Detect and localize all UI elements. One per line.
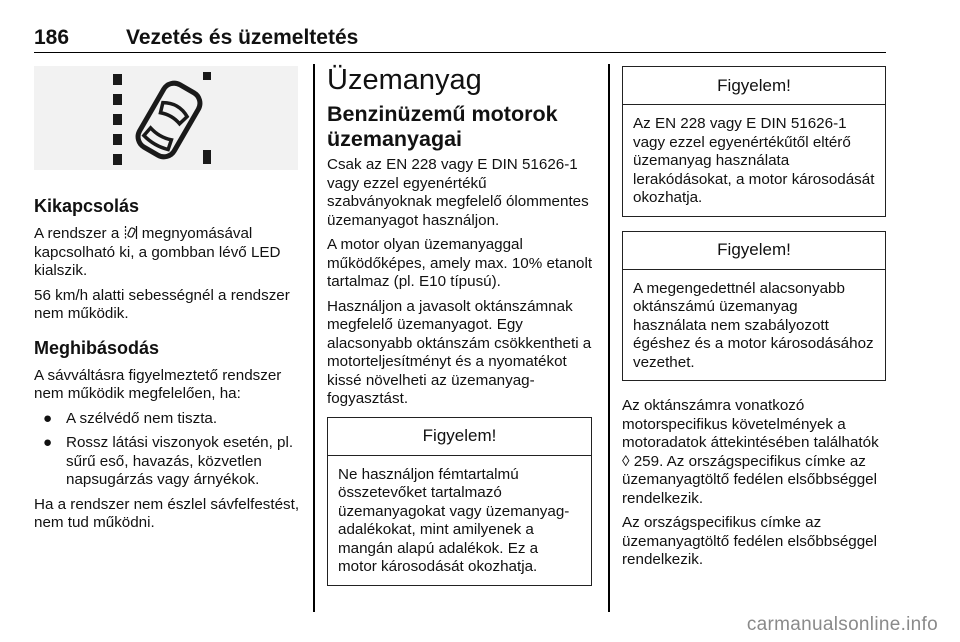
ethanol-text: A motor olyan üzemanyaggal működőképes, amely max. 10% etanolt tartalmaz (pl. E10 típusú). bbox=[327, 236, 593, 290]
lane-departure-warning-icon bbox=[111, 70, 221, 166]
no-markings-text: Ha a rendszer nem észlel sávfelfestést, nem tud működni. bbox=[34, 495, 300, 531]
warning-title: Figyelem! bbox=[623, 232, 885, 270]
list-item: ● Rossz látási viszonyok esetén, pl. sűrű eső, havazás, közvetlen napsugárzás vagy árnyékok. bbox=[43, 434, 294, 488]
warning-text: A megengedettnél alacsonyabb oktánszámú üzemanyag használata nem szabályozott égéshez és a motor károsodásához vezethet. bbox=[633, 279, 874, 371]
page-number: 186 bbox=[34, 26, 70, 49]
warning-box bbox=[327, 417, 592, 586]
icon-panel bbox=[34, 66, 298, 170]
column-middle bbox=[327, 64, 595, 586]
octane-requirements-text: Az oktánszámra vonatkozó motorspecifikus követelmények a motoradatok áttekintésében találhatók ◊ 259. Az országspecifikus címke az üzemanyagtöltő fedélen elsőbbséggel rendelkezik. bbox=[622, 397, 879, 507]
warning-box bbox=[622, 231, 886, 382]
lane-button-icon bbox=[124, 225, 138, 240]
heading-deactivation: Kikapcsolás bbox=[34, 196, 140, 216]
page-header bbox=[34, 24, 886, 53]
page-title: Vezetés és üzemeltetés bbox=[126, 26, 359, 49]
speed-limit-text: 56 km/h alatti sebességnél a rendszer nem működik. bbox=[34, 286, 290, 322]
column-divider bbox=[608, 64, 610, 612]
warning-text: Az EN 228 vagy E DIN 51626-1 vagy ezzel egyenértékűtől eltérő üzemanyag használata lerakódásokat, a motor károsodását okozhatja. bbox=[633, 115, 875, 206]
warning-text: Ne használjon fémtartalmú összetevőket tartalmazó üzemanyagokat vagy üzemanyag-adalékokat, mint amilyenek a mangán alapú adalékok. Ez a motor károsodását okozhatja. bbox=[338, 465, 570, 575]
column-divider bbox=[313, 64, 315, 612]
list-item: ● A szélvédő nem tiszta. bbox=[43, 409, 218, 427]
malfunction-text: A sávváltásra figyelmeztető rendszer nem működik megfelelően, ha: bbox=[34, 366, 282, 402]
country-label-text: Az országspecifikus címke az üzemanyagtöltő fedélen elsőbbséggel rendelkezik. bbox=[622, 514, 877, 568]
column-right bbox=[622, 66, 886, 576]
page-reference-link[interactable]: 259 bbox=[629, 452, 660, 470]
heading-malfunction: Meghibásodás bbox=[34, 337, 160, 358]
watermark: carmanualsonline.info bbox=[746, 614, 938, 635]
warning-title: Figyelem! bbox=[328, 418, 591, 456]
column-left bbox=[34, 66, 300, 539]
fuel-standard-text: Csak az EN 228 vagy E DIN 51626-1 vagy ezzel egyenértékű szabványoknak megfelelő ólommentes üzemanyagot használjon. bbox=[327, 156, 589, 229]
section-title: Üzemanyag bbox=[327, 64, 482, 96]
warning-title: Figyelem! bbox=[623, 67, 885, 105]
octane-text: Használjon a javasolt oktánszámnak megfelelő üzemanyagot. Egy alacsonyabb oktánszám csökkentheti a motorteljesítményt és a nyomatékot kissé növelheti az üzemanyag-fogyasztást. bbox=[327, 297, 592, 407]
page-reference-icon: ◊ bbox=[622, 452, 630, 470]
section-subtitle: Benzinüzemű motorok üzemanyagai bbox=[327, 102, 558, 151]
deactivation-text: A rendszer a megnyomásával kapcsolható ki, a gombban lévő LED kialszik. bbox=[34, 225, 281, 279]
malfunction-list bbox=[34, 410, 300, 490]
warning-box bbox=[622, 66, 886, 217]
